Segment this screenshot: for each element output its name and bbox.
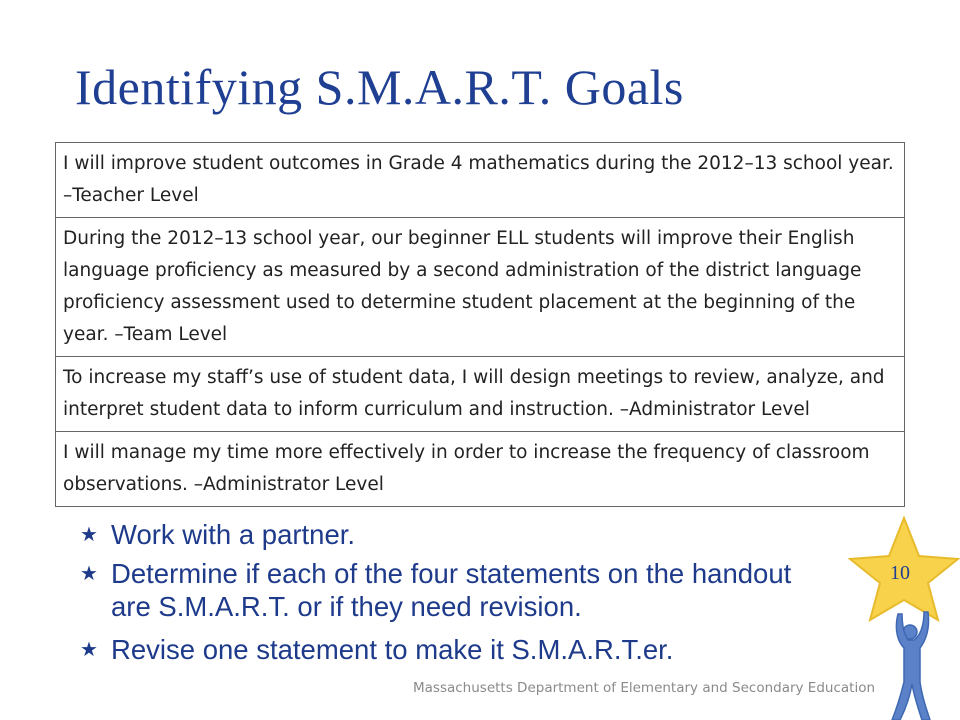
star-icon: ★	[80, 639, 98, 661]
table-row	[56, 432, 905, 507]
table-row	[56, 143, 905, 218]
instruction-list	[80, 518, 800, 672]
instruction-text: Determine if each of the four statements on the handout are S.M.A.R.T. or if they need revision.	[111, 558, 792, 622]
instruction-text: Revise one statement to make it S.M.A.R.T.er.	[111, 634, 674, 665]
table-row	[56, 357, 905, 432]
star-icon: ★	[80, 563, 98, 585]
goal-statement-3: To increase my staff’s use of student data, I will design meetings to review, analyze, and interpret student data to inform curriculum and instruction. –Administrator Level	[56, 357, 905, 432]
goals-table	[55, 142, 905, 507]
person-figure-icon	[892, 612, 930, 720]
footer-text: Massachusetts Department of Elementary and Secondary Education	[413, 680, 876, 696]
table-row	[56, 218, 905, 357]
slide-title: Identifying S.M.A.R.T. Goals	[75, 59, 684, 115]
slide-number: 10	[890, 562, 910, 584]
goal-statement-1: I will improve student outcomes in Grade 4 mathematics during the 2012–13 school year. –Teacher Level	[56, 143, 905, 218]
star-icon: ★	[80, 524, 98, 546]
instruction-item	[80, 633, 800, 666]
instruction-item	[80, 518, 800, 551]
instruction-item	[80, 557, 800, 623]
goal-statement-2: During the 2012–13 school year, our beginner ELL students will improve their English language proficiency as measured by a second administration of the district language proficiency assessment used to determine student placement at the beginning of the year. –Team Level	[56, 218, 905, 357]
goal-statement-4: I will manage my time more effectively in order to increase the frequency of classroom observations. –Administrator Level	[56, 432, 905, 507]
instruction-text: Work with a partner.	[111, 519, 356, 550]
